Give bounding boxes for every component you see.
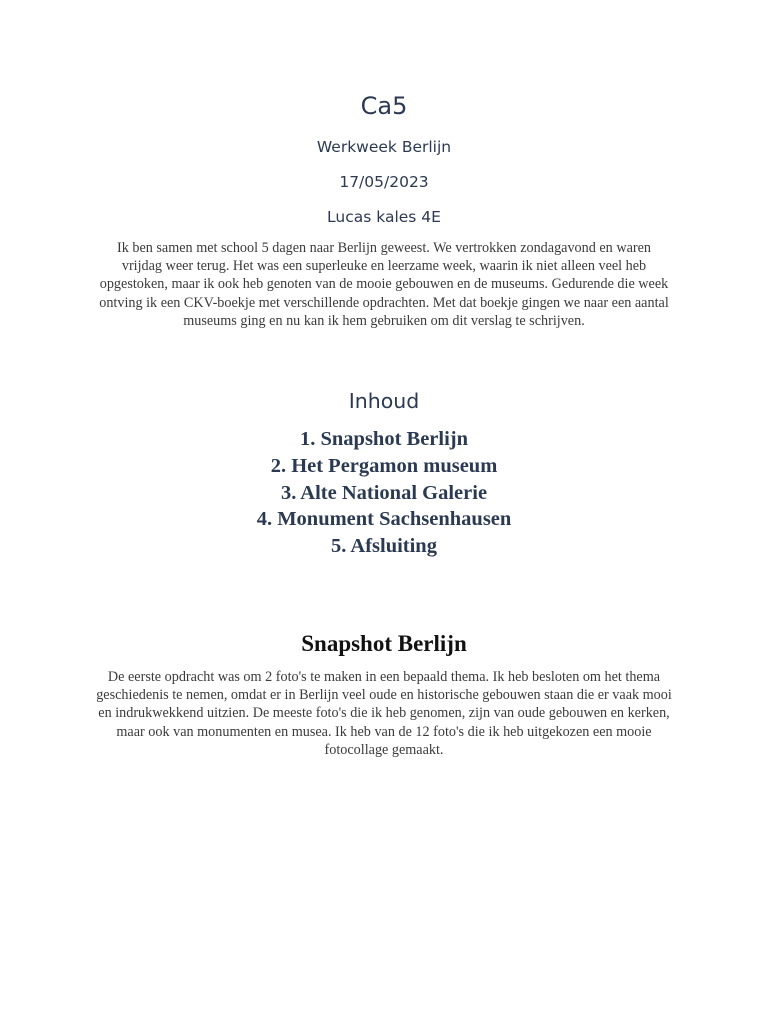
intro-paragraph: Ik ben samen met school 5 dagen naar Berlijn geweest. We vertrokken zondagavond en waren vrijdag weer terug. Het was een superleuke en leerzame week, waarin ik niet alleen veel heb opgestoken, maar ik ook heb genoten van de mooie gebouwen en de museums. Gedurende die week ontving ik een CKV-boekje met verschillende opdrachten. Met dat boekje gingen we naar een aantal museums ging en nu kan ik hem gebruiken om dit verslag te schrijven.	[99, 240, 669, 329]
section-paragraph: De eerste opdracht was om 2 foto's te maken in een bepaald thema. Ik heb besloten om het thema geschiedenis te nemen, omdat er in Berlijn veel oude en historische gebouwen staan die er vaak mooi en indrukwekkend uitzien. De meeste foto's die ik heb genomen, zijn van oude gebouwen en kerken, maar ook van monumenten en musea. Ik heb van de 12 foto's die ik heb uitgekozen een mooie fotocollage gemaakt.	[96, 669, 672, 758]
subtitle-date: 17/05/2023	[339, 173, 429, 191]
toc-item-pergamon-museum: 2. Het Pergamon museum	[270, 454, 498, 477]
toc-heading: Inhoud	[348, 389, 420, 413]
toc-item-afsluiting: 5. Afsluiting	[331, 535, 437, 558]
toc-item-monument-sachsenhausen: 4. Monument Sachsenhausen	[256, 508, 512, 531]
toc-item-alte-national-galerie: 3. Alte National Galerie	[280, 481, 488, 504]
document-title: Ca5	[360, 92, 408, 120]
subtitle-event: Werkweek Berlijn	[316, 138, 452, 156]
table-of-contents	[0, 426, 768, 560]
toc-item-snapshot-berlijn: 1. Snapshot Berlijn	[299, 428, 469, 450]
section-heading: Snapshot Berlijn	[301, 631, 467, 656]
subtitle-author: Lucas kales 4E	[327, 208, 441, 226]
